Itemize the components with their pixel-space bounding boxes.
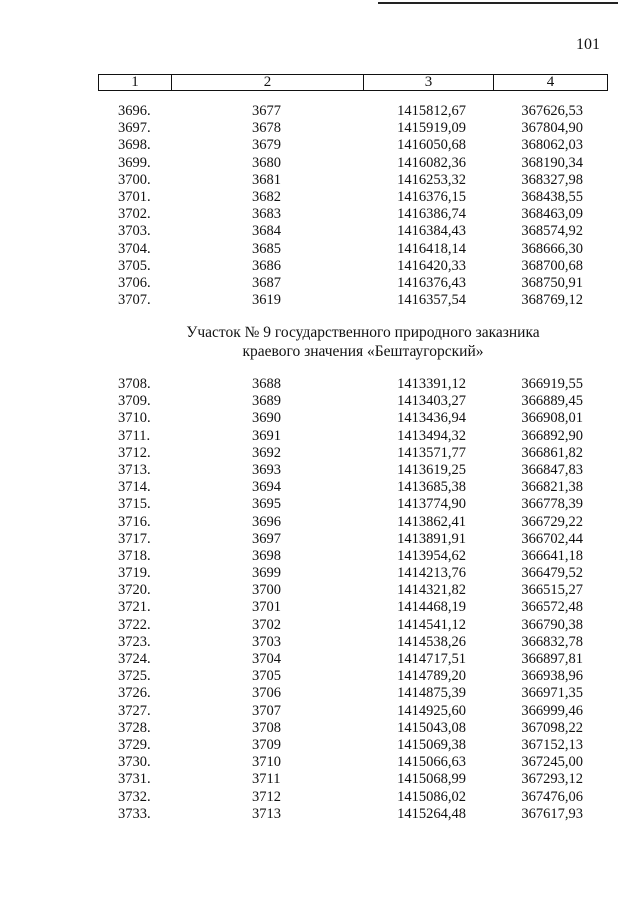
row-number: 3704. — [118, 240, 151, 257]
coordinate-y: 367245,00 — [521, 754, 583, 771]
coordinate-x: 1413436,94 — [397, 410, 466, 427]
table-row — [0, 634, 640, 651]
row-number: 3732. — [118, 788, 151, 805]
row-number: 3708. — [118, 376, 151, 392]
table-row — [0, 462, 640, 479]
coordinate-x: 1416420,33 — [397, 257, 466, 274]
table-row — [0, 103, 640, 120]
coordinate-x: 1416253,32 — [397, 171, 466, 188]
coordinate-y: 366832,78 — [521, 633, 583, 650]
point-number: 3689 — [252, 393, 281, 410]
table-row — [0, 789, 640, 806]
column-header-3: 3 — [364, 75, 494, 90]
coordinate-x: 1413862,41 — [397, 513, 466, 530]
row-number: 3703. — [118, 223, 151, 240]
coordinate-y: 368463,09 — [521, 206, 583, 223]
coordinate-y: 366908,01 — [521, 410, 583, 427]
row-number: 3724. — [118, 651, 151, 667]
coordinate-x: 1413391,12 — [397, 376, 466, 392]
point-number: 3706 — [252, 685, 281, 702]
row-number: 3725. — [118, 668, 151, 685]
point-number: 3680 — [252, 154, 281, 171]
coordinate-y: 367626,53 — [521, 103, 583, 119]
table-row — [0, 754, 640, 771]
table-row — [0, 428, 640, 445]
table-row — [0, 548, 640, 565]
point-number: 3712 — [252, 788, 281, 805]
coordinate-y: 366515,27 — [521, 582, 583, 599]
section-title-line-2: краевого значения «Бештаугорский» — [242, 343, 484, 360]
row-number: 3720. — [118, 582, 151, 599]
point-number: 3698 — [252, 547, 281, 564]
point-number: 3708 — [252, 719, 281, 736]
row-number: 3698. — [118, 137, 151, 154]
table-row — [0, 703, 640, 720]
point-number: 3707 — [252, 702, 281, 719]
point-number: 3713 — [252, 805, 281, 822]
row-number: 3702. — [118, 206, 151, 223]
point-number: 3679 — [252, 137, 281, 154]
coordinate-x: 1413774,90 — [397, 496, 466, 513]
row-number: 3711. — [118, 427, 151, 444]
coordinate-y: 368062,03 — [521, 137, 583, 154]
coordinate-x: 1413494,32 — [397, 427, 466, 444]
coordinate-x: 1414875,39 — [397, 685, 466, 702]
coordinate-x: 1413954,62 — [397, 547, 466, 564]
coordinate-y: 368750,91 — [521, 274, 583, 291]
coordinate-x: 1414541,12 — [397, 616, 466, 633]
coordinate-y: 366821,38 — [521, 479, 583, 496]
point-number: 3681 — [252, 171, 281, 188]
row-number: 3712. — [118, 444, 151, 461]
table-row — [0, 651, 640, 668]
point-number: 3692 — [252, 444, 281, 461]
coordinate-y: 368574,92 — [521, 223, 583, 240]
coordinate-x: 1416384,43 — [397, 223, 466, 240]
point-number: 3690 — [252, 410, 281, 427]
coordinate-x: 1413619,25 — [397, 461, 466, 478]
table-row — [0, 155, 640, 172]
table-row — [0, 582, 640, 599]
row-number: 3696. — [118, 103, 151, 119]
table-row — [0, 275, 640, 292]
row-number: 3721. — [118, 599, 151, 616]
row-number: 3727. — [118, 702, 151, 719]
coordinate-x: 1414468,19 — [397, 599, 466, 616]
row-number: 3700. — [118, 171, 151, 188]
row-number: 3716. — [118, 513, 151, 530]
coordinate-x: 1416386,74 — [397, 206, 466, 223]
coordinate-y: 366861,82 — [521, 444, 583, 461]
point-number: 3705 — [252, 668, 281, 685]
coordinate-x: 1416418,14 — [397, 240, 466, 257]
table-row — [0, 771, 640, 788]
point-number: 3700 — [252, 582, 281, 599]
table-row — [0, 737, 640, 754]
table-row — [0, 496, 640, 513]
point-number: 3695 — [252, 496, 281, 513]
table-row — [0, 223, 640, 240]
coordinate-y: 366938,96 — [521, 668, 583, 685]
column-header-row — [98, 74, 608, 91]
column-header-2: 2 — [172, 75, 364, 90]
table-row — [0, 120, 640, 137]
table-row — [0, 720, 640, 737]
coordinate-y: 367804,90 — [521, 120, 583, 137]
row-number: 3723. — [118, 633, 151, 650]
table-row — [0, 668, 640, 685]
point-number: 3701 — [252, 599, 281, 616]
point-number: 3694 — [252, 479, 281, 496]
coordinate-x: 1414213,76 — [397, 565, 466, 582]
table-section-a — [0, 103, 640, 309]
point-number: 3709 — [252, 736, 281, 753]
coordinate-y: 366790,38 — [521, 616, 583, 633]
coordinate-x: 1415264,48 — [397, 805, 466, 822]
point-number: 3702 — [252, 616, 281, 633]
row-number: 3713. — [118, 461, 151, 478]
table-row — [0, 685, 640, 702]
coordinate-y: 367152,13 — [521, 736, 583, 753]
coordinate-x: 1415919,09 — [397, 120, 466, 137]
coordinate-x: 1414925,60 — [397, 702, 466, 719]
row-number: 3699. — [118, 154, 151, 171]
coordinate-x: 1413685,38 — [397, 479, 466, 496]
table-row — [0, 806, 640, 823]
table-row — [0, 479, 640, 496]
coordinate-x: 1415043,08 — [397, 719, 466, 736]
row-number: 3729. — [118, 736, 151, 753]
coordinate-x: 1416082,36 — [397, 154, 466, 171]
column-header-1: 1 — [99, 75, 172, 90]
row-number: 3733. — [118, 805, 151, 822]
point-number: 3696 — [252, 513, 281, 530]
coordinate-x: 1414717,51 — [397, 651, 466, 667]
coordinate-x: 1415069,38 — [397, 736, 466, 753]
column-header-4: 4 — [546, 74, 555, 90]
coordinate-y: 366847,83 — [521, 461, 583, 478]
coordinate-x: 1414789,20 — [397, 668, 466, 685]
coordinate-y: 366778,39 — [521, 496, 583, 513]
row-number: 3705. — [118, 257, 151, 274]
section-title — [120, 323, 606, 361]
row-number: 3731. — [118, 771, 151, 788]
row-number: 3707. — [118, 292, 151, 309]
row-number: 3726. — [118, 685, 151, 702]
coordinate-x: 1416376,15 — [397, 188, 466, 205]
table-row — [0, 137, 640, 154]
coordinate-y: 366971,35 — [521, 685, 583, 702]
coordinate-y: 366572,48 — [521, 599, 583, 616]
coordinate-x: 1415086,02 — [397, 788, 466, 805]
point-number: 3684 — [252, 223, 281, 240]
point-number: 3699 — [252, 565, 281, 582]
coordinate-y: 367617,93 — [521, 805, 583, 822]
table-row — [0, 599, 640, 616]
table-row — [0, 617, 640, 634]
point-number: 3688 — [252, 376, 281, 392]
coordinate-x: 1414538,26 — [397, 633, 466, 650]
coordinate-y: 366479,52 — [521, 565, 583, 582]
table-row — [0, 258, 640, 275]
row-number: 3728. — [118, 719, 151, 736]
coordinate-y: 368190,34 — [521, 154, 583, 171]
coordinate-y: 366889,45 — [521, 393, 583, 410]
point-number: 3619 — [252, 292, 281, 309]
coordinate-y: 368327,98 — [521, 171, 583, 188]
point-number: 3687 — [252, 274, 281, 291]
point-number: 3704 — [252, 651, 281, 667]
coordinate-y: 366641,18 — [521, 547, 583, 564]
row-number: 3715. — [118, 496, 151, 513]
row-number: 3697. — [118, 120, 151, 137]
table-section-b — [0, 376, 640, 823]
point-number: 3703 — [252, 633, 281, 650]
table-row — [0, 393, 640, 410]
coordinate-x: 1413403,27 — [397, 393, 466, 410]
table-row — [0, 172, 640, 189]
row-number: 3719. — [118, 565, 151, 582]
row-number: 3730. — [118, 754, 151, 771]
row-number: 3714. — [118, 479, 151, 496]
table-row — [0, 514, 640, 531]
point-number: 3682 — [252, 188, 281, 205]
coordinate-y: 366892,90 — [521, 427, 583, 444]
point-number: 3683 — [252, 206, 281, 223]
point-number: 3711 — [252, 771, 281, 788]
table-row — [0, 292, 640, 309]
coordinate-x: 1414321,82 — [397, 582, 466, 599]
point-number: 3710 — [252, 754, 281, 771]
coordinate-y: 366729,22 — [521, 513, 583, 530]
coordinate-y: 366919,55 — [521, 376, 583, 392]
row-number: 3718. — [118, 547, 151, 564]
page-number: 101 — [576, 36, 600, 53]
row-number: 3722. — [118, 616, 151, 633]
coordinate-y: 366702,44 — [521, 530, 583, 547]
top-rule — [378, 2, 618, 4]
coordinate-x: 1416376,43 — [397, 274, 466, 291]
table-row — [0, 445, 640, 462]
table-row — [0, 241, 640, 258]
coordinate-x: 1415068,99 — [397, 771, 466, 788]
table-row — [0, 410, 640, 427]
table-row — [0, 376, 640, 393]
coordinate-x: 1413891,91 — [397, 530, 466, 547]
row-number: 3701. — [118, 188, 151, 205]
coordinate-y: 367293,12 — [521, 771, 583, 788]
table-row — [0, 565, 640, 582]
row-number: 3717. — [118, 530, 151, 547]
coordinate-y: 368438,55 — [521, 188, 583, 205]
section-title-line-1: Участок № 9 государственного природного заказника — [186, 324, 540, 341]
coordinate-x: 1415812,67 — [397, 103, 466, 119]
point-number: 3697 — [252, 530, 281, 547]
table-row — [0, 189, 640, 206]
point-number: 3677 — [252, 103, 281, 119]
coordinate-y: 368666,30 — [521, 240, 583, 257]
point-number: 3691 — [252, 427, 281, 444]
point-number: 3693 — [252, 461, 281, 478]
point-number: 3685 — [252, 240, 281, 257]
coordinate-y: 367098,22 — [521, 719, 583, 736]
row-number: 3710. — [118, 410, 151, 427]
row-number: 3706. — [118, 274, 151, 291]
row-number: 3709. — [118, 393, 151, 410]
coordinate-y: 366897,81 — [521, 651, 583, 667]
coordinate-y: 367476,06 — [521, 788, 583, 805]
coordinate-x: 1416050,68 — [397, 137, 466, 154]
coordinate-x: 1413571,77 — [397, 444, 466, 461]
coordinate-y: 368700,68 — [521, 257, 583, 274]
coordinate-x: 1415066,63 — [397, 754, 466, 771]
point-number: 3686 — [252, 257, 281, 274]
coordinate-y: 366999,46 — [521, 702, 583, 719]
point-number: 3678 — [252, 120, 281, 137]
coordinate-x: 1416357,54 — [397, 292, 466, 309]
table-row — [0, 206, 640, 223]
table-row — [0, 531, 640, 548]
coordinate-y: 368769,12 — [521, 292, 583, 309]
